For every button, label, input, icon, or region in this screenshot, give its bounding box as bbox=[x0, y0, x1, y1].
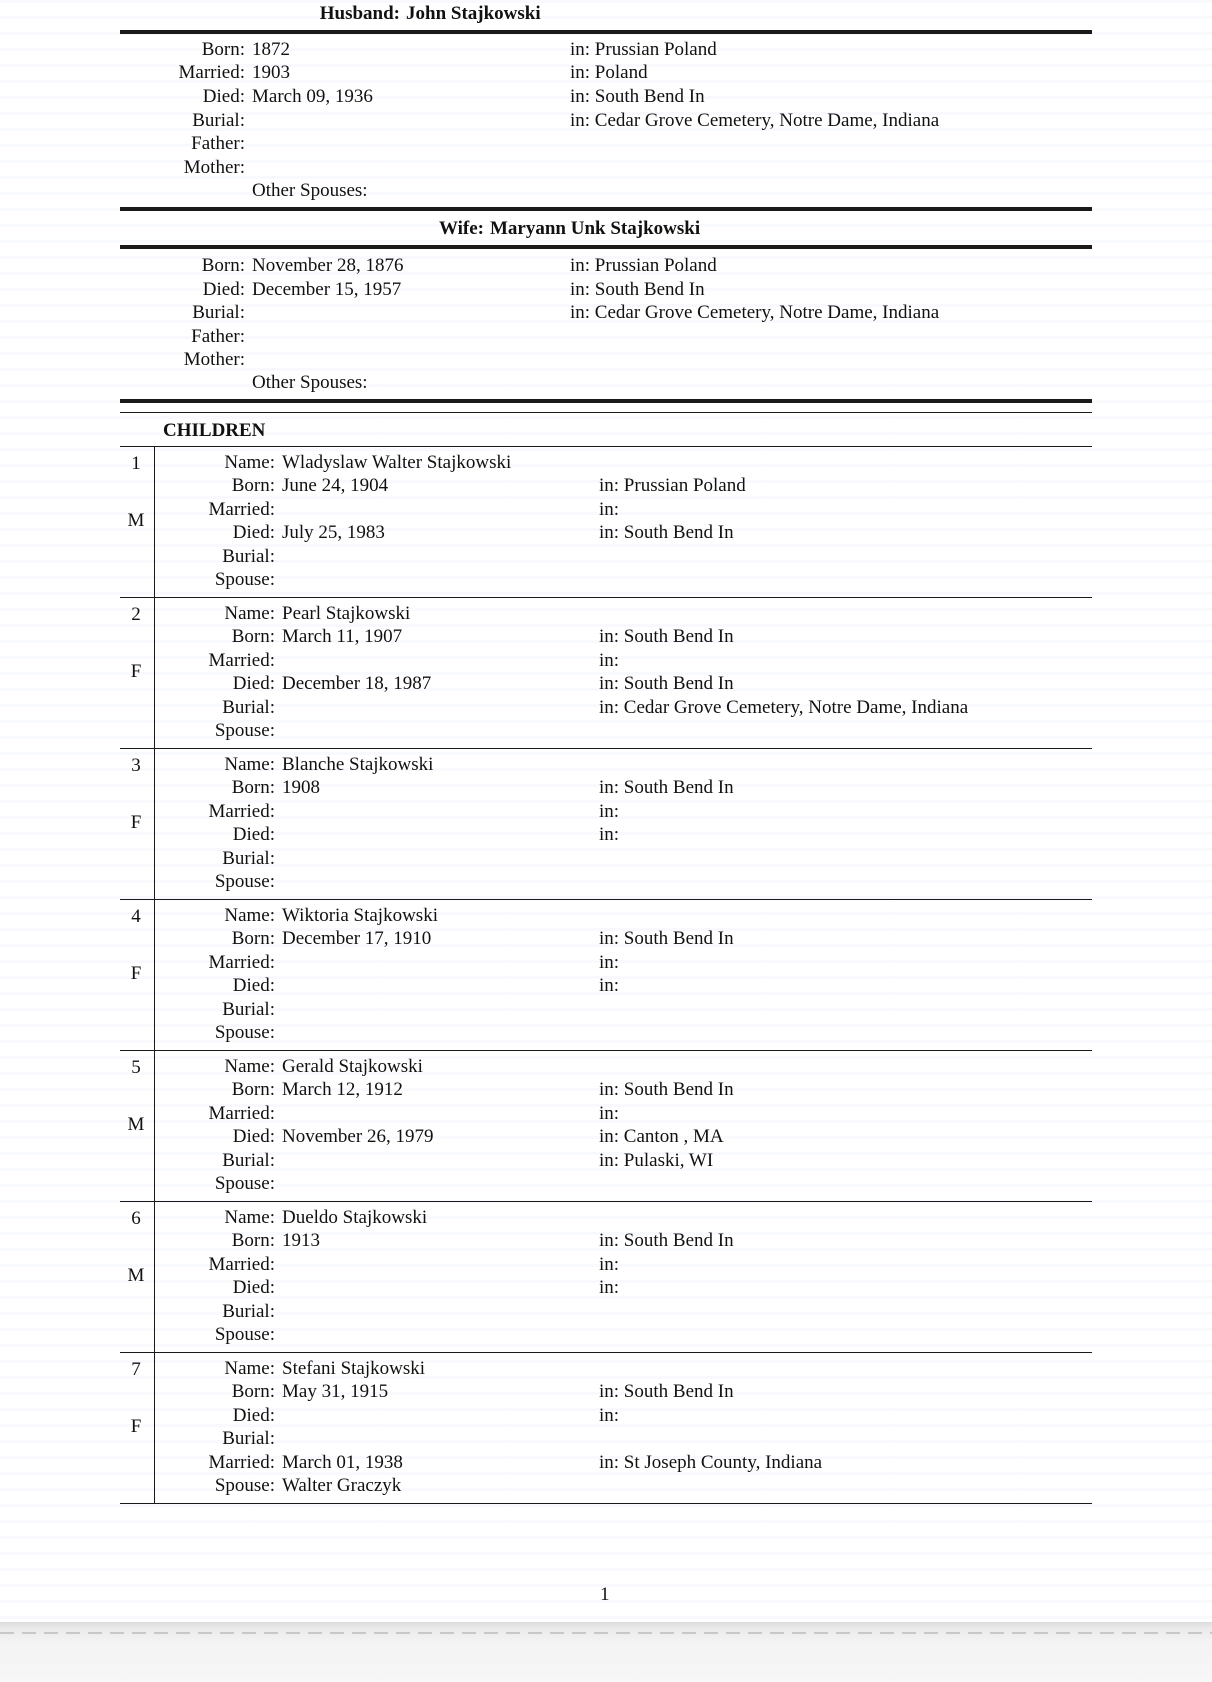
child-name-label: Name: bbox=[224, 1056, 275, 1077]
child-died-value: November 26, 1979 bbox=[282, 1126, 434, 1148]
wife-died-value: December 15, 1957 bbox=[252, 279, 402, 300]
page-number: 1 bbox=[600, 1584, 610, 1605]
child-died-place: in: bbox=[599, 1404, 620, 1426]
child-number: 5 bbox=[131, 1057, 141, 1078]
child-separator-rule bbox=[120, 748, 1092, 749]
child-name-label: Name: bbox=[224, 754, 275, 775]
child-burial-label: Burial: bbox=[222, 847, 275, 869]
child-spouse-label: Spouse: bbox=[214, 569, 275, 590]
husband-married-value: 1903 bbox=[252, 62, 290, 83]
child-died-place: in: bbox=[599, 1277, 620, 1299]
husband-born-value: 1872 bbox=[252, 39, 290, 60]
child-sex: F bbox=[130, 963, 142, 984]
husband-other-spouses: Other Spouses: bbox=[252, 180, 368, 201]
husband-died-place: in: South Bend In bbox=[570, 86, 705, 107]
child-name-value: Wiktoria Stajkowski bbox=[282, 905, 438, 926]
child-number: 7 bbox=[131, 1359, 141, 1380]
husband-mother-label: Mother: bbox=[183, 157, 245, 178]
child-died-place: in: Canton , MA bbox=[599, 1126, 724, 1148]
husband-burial-place: in: Cedar Grove Cemetery, Notre Dame, Indiana bbox=[570, 110, 940, 131]
child-column-divider bbox=[154, 1353, 155, 1504]
wife-born-value: November 28, 1876 bbox=[252, 255, 404, 276]
child-died-label: Died: bbox=[232, 522, 275, 544]
child-name-label: Name: bbox=[224, 452, 275, 473]
child-died-place: in: South Bend In bbox=[599, 673, 734, 695]
child-column-divider bbox=[154, 1051, 155, 1202]
husband-father-label: Father: bbox=[191, 133, 245, 154]
child-born-place: in: Prussian Poland bbox=[599, 475, 746, 497]
child-separator-rule bbox=[120, 1352, 1092, 1353]
child-died-place: in: bbox=[599, 824, 620, 846]
child-married-place: in: St Joseph County, Indiana bbox=[599, 1451, 823, 1473]
child-died-label: Died: bbox=[232, 975, 275, 997]
child-separator-rule bbox=[120, 1050, 1092, 1051]
child-name-label: Name: bbox=[224, 1358, 275, 1379]
child-number: 6 bbox=[131, 1208, 141, 1229]
child-born-value: December 17, 1910 bbox=[282, 928, 432, 950]
child-sex: F bbox=[130, 661, 142, 682]
husband-died-label: Died: bbox=[202, 86, 245, 107]
child-spouse-label: Spouse: bbox=[214, 1475, 275, 1496]
husband-married-place: in: Poland bbox=[570, 62, 648, 83]
child-burial-label: Burial: bbox=[222, 1428, 275, 1450]
child-married-label: Married: bbox=[208, 1253, 275, 1275]
child-number: 2 bbox=[131, 604, 141, 625]
child-born-place: in: South Bend In bbox=[599, 1230, 734, 1252]
child-born-place: in: South Bend In bbox=[599, 1079, 734, 1101]
child-separator-rule bbox=[120, 899, 1092, 900]
child-married-place: in: bbox=[599, 800, 620, 822]
child-sex: M bbox=[127, 510, 145, 531]
child-name-value: Wladyslaw Walter Stajkowski bbox=[282, 452, 512, 473]
child-name-label: Name: bbox=[224, 603, 275, 624]
wife-other-spouses: Other Spouses: bbox=[252, 372, 368, 393]
child-born-label: Born: bbox=[231, 928, 275, 950]
child-born-value: June 24, 1904 bbox=[282, 475, 389, 497]
child-name-value: Pearl Stajkowski bbox=[282, 603, 411, 624]
child-born-place: in: South Bend In bbox=[599, 1381, 734, 1403]
husband-label: Husband: bbox=[319, 3, 400, 24]
husband-died-value: March 09, 1936 bbox=[252, 86, 373, 107]
wife-bottom-rule bbox=[120, 399, 1092, 403]
wife-mother-label: Mother: bbox=[183, 349, 245, 370]
child-died-place: in: South Bend In bbox=[599, 522, 734, 544]
child-burial-label: Burial: bbox=[222, 1149, 275, 1171]
child-separator-rule bbox=[120, 1503, 1092, 1504]
child-spouse-label: Spouse: bbox=[214, 720, 275, 741]
child-died-label: Died: bbox=[232, 1126, 275, 1148]
wife-born-place: in: Prussian Poland bbox=[570, 255, 717, 276]
child-name-value: Blanche Stajkowski bbox=[282, 754, 434, 775]
child-born-label: Born: bbox=[231, 1381, 275, 1403]
child-died-value: December 18, 1987 bbox=[282, 673, 432, 695]
child-died-value: July 25, 1983 bbox=[282, 522, 385, 544]
child-died-place: in: bbox=[599, 975, 620, 997]
children-top-rule bbox=[120, 412, 1092, 413]
husband-married-label: Married: bbox=[178, 62, 245, 83]
child-spouse-label: Spouse: bbox=[214, 1022, 275, 1043]
child-married-label: Married: bbox=[208, 951, 275, 973]
child-born-value: May 31, 1915 bbox=[282, 1381, 389, 1403]
child-married-place: in: bbox=[599, 1253, 620, 1275]
husband-top-rule bbox=[120, 30, 1092, 34]
husband-born-place: in: Prussian Poland bbox=[570, 39, 717, 60]
child-column-divider bbox=[154, 598, 155, 749]
children-heading: CHILDREN bbox=[163, 420, 266, 441]
child-born-place: in: South Bend In bbox=[599, 928, 734, 950]
wife-label: Wife: bbox=[438, 218, 484, 239]
child-sex: F bbox=[130, 1416, 142, 1437]
husband-bottom-rule bbox=[120, 207, 1092, 211]
child-burial-label: Burial: bbox=[222, 545, 275, 567]
wife-burial-place: in: Cedar Grove Cemetery, Notre Dame, Indiana bbox=[570, 302, 940, 323]
child-burial-place: in: Pulaski, WI bbox=[599, 1149, 714, 1171]
child-born-place: in: South Bend In bbox=[599, 777, 734, 799]
child-sex: M bbox=[127, 1114, 145, 1135]
child-column-divider bbox=[154, 900, 155, 1051]
child-born-label: Born: bbox=[231, 1079, 275, 1101]
child-burial-label: Burial: bbox=[222, 696, 275, 718]
child-column-divider bbox=[154, 749, 155, 900]
child-born-value: March 12, 1912 bbox=[282, 1079, 403, 1101]
wife-name: Maryann Unk Stajkowski bbox=[490, 218, 701, 239]
child-born-label: Born: bbox=[231, 777, 275, 799]
child-number: 1 bbox=[131, 453, 141, 474]
child-spouse-value: Walter Graczyk bbox=[282, 1475, 402, 1496]
child-number: 3 bbox=[131, 755, 141, 776]
child-married-label: Married: bbox=[208, 1451, 275, 1473]
child-died-label: Died: bbox=[232, 673, 275, 695]
child-column-divider bbox=[154, 1202, 155, 1353]
child-born-value: March 11, 1907 bbox=[282, 626, 403, 648]
child-number: 4 bbox=[131, 906, 141, 927]
child-born-value: 1913 bbox=[282, 1230, 320, 1252]
child-married-place: in: bbox=[599, 1102, 620, 1124]
child-married-label: Married: bbox=[208, 1102, 275, 1124]
husband-name: John Stajkowski bbox=[406, 3, 541, 24]
child-spouse-label: Spouse: bbox=[214, 871, 275, 892]
child-column-divider bbox=[154, 447, 155, 598]
wife-died-place: in: South Bend In bbox=[570, 279, 705, 300]
child-burial-label: Burial: bbox=[222, 1300, 275, 1322]
child-sex: F bbox=[130, 812, 142, 833]
child-spouse-label: Spouse: bbox=[214, 1173, 275, 1194]
child-name-label: Name: bbox=[224, 1207, 275, 1228]
child-burial-label: Burial: bbox=[222, 998, 275, 1020]
child-born-label: Born: bbox=[231, 475, 275, 497]
child-married-label: Married: bbox=[208, 800, 275, 822]
child-married-place: in: bbox=[599, 649, 620, 671]
child-spouse-label: Spouse: bbox=[214, 1324, 275, 1345]
husband-born-label: Born: bbox=[201, 39, 245, 60]
wife-father-label: Father: bbox=[191, 326, 245, 347]
child-burial-place: in: Cedar Grove Cemetery, Notre Dame, Indiana bbox=[599, 696, 969, 718]
wife-born-label: Born: bbox=[201, 255, 245, 276]
child-died-label: Died: bbox=[232, 1277, 275, 1299]
child-name-value: Gerald Stajkowski bbox=[282, 1056, 423, 1077]
children-heading-rule bbox=[120, 446, 1092, 447]
child-died-label: Died: bbox=[232, 824, 275, 846]
child-married-value: March 01, 1938 bbox=[282, 1451, 403, 1473]
child-name-label: Name: bbox=[224, 905, 275, 926]
child-married-label: Married: bbox=[208, 649, 275, 671]
child-married-place: in: bbox=[599, 498, 620, 520]
child-died-label: Died: bbox=[232, 1404, 275, 1426]
child-name-value: Dueldo Stajkowski bbox=[282, 1207, 428, 1228]
child-separator-rule bbox=[120, 1201, 1092, 1202]
child-married-label: Married: bbox=[208, 498, 275, 520]
wife-top-rule bbox=[120, 245, 1092, 249]
child-married-place: in: bbox=[599, 951, 620, 973]
child-born-place: in: South Bend In bbox=[599, 626, 734, 648]
husband-burial-label: Burial: bbox=[192, 110, 245, 131]
child-born-label: Born: bbox=[231, 626, 275, 648]
wife-burial-label: Burial: bbox=[192, 302, 245, 323]
wife-died-label: Died: bbox=[202, 279, 245, 300]
child-name-value: Stefani Stajkowski bbox=[282, 1358, 426, 1379]
child-born-value: 1908 bbox=[282, 777, 320, 799]
child-born-label: Born: bbox=[231, 1230, 275, 1252]
child-separator-rule bbox=[120, 597, 1092, 598]
scan-edge bbox=[0, 1622, 1212, 1682]
child-sex: M bbox=[127, 1265, 145, 1286]
